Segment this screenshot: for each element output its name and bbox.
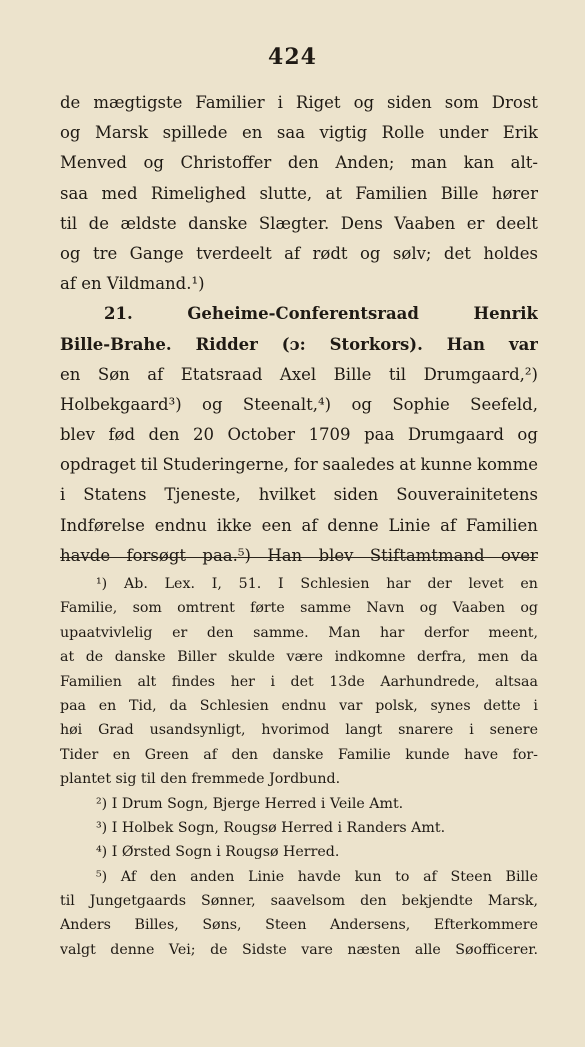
footnote-divider [60,557,538,558]
footnote-line: Familie, som omtrent førte samme Navn og Vaaben og [60,600,538,617]
body-line: havde forsøgt paa.⁵) Han blev Stiftamtmand over [60,545,538,565]
body-line: af en Vildmand.¹) [60,274,205,294]
body-line: saa med Rimelighed slutte, at Familien Bille hører [60,183,538,203]
body-line: i Statens Tjeneste, hvilket siden Souverainitetens [60,485,538,505]
footnote-line: ¹) Ab. Lex. I, 51. I Schlesien har der levet en [96,576,538,592]
body-line: og Marsk spillede en saa vigtig Rolle under Erik [60,123,538,143]
body-line: til de ældste danske Slægter. Dens Vaaben er deelt [60,213,538,233]
body-line: blev fød den 20 October 1709 paa Drumgaard og [60,425,538,445]
body-line: en Søn af Etatsraad Axel Bille til Drumgaard,²) [60,364,538,384]
footnote-line: Tider en Green af den danske Familie kunde have for- [60,746,538,763]
footnote-line: ²) I Drum Sogn, Bjerge Herred i Veile Amt. [96,795,404,812]
footnote-line: Familien alt findes her i det 13de Aarhundrede, altsaa [60,673,538,690]
body-line: opdraget til Studeringerne, for saaledes at kunne komme [60,455,538,475]
footnote-line: ⁴) I Ørsted Sogn i Rougsø Herred. [96,844,340,861]
footnote-line: til Jungetgaards Sønner, saavelsom den bekjendte Marsk, [60,893,538,910]
body-line: 21. Geheime-Conferentsraad Henrik [104,304,538,324]
body-line: Holbekgaard³) og Steenalt,⁴) og Sophie Seefeld, [60,394,538,414]
body-line: Indførelse endnu ikke een af denne Linie af Familien [60,515,538,535]
page-number: 424 [268,44,317,70]
footnote-line: plantet sig til den fremmede Jordbund. [60,771,341,788]
footnote-line: ⁵) Af den anden Linie havde kun to af Steen Bille [96,868,538,885]
body-line: og tre Gange tverdeelt af rødt og sølv; det holdes [60,243,538,263]
footnote-line: ³) I Holbek Sogn, Rougsø Herred i Randers Amt. [96,819,446,836]
footnote-line: høi Grad usandsynligt, hvorimod langt snarere i senere [60,722,538,739]
body-line: de mægtigste Familier i Riget og siden som Drost [60,93,538,112]
footnotes [60,572,538,962]
footnote-line: paa en Tid, da Schlesien endnu var polsk, synes dette i [60,697,538,714]
footnote-line: at de danske Biller skulde være indkomne derfra, men da [60,649,538,666]
main-text [60,88,538,571]
body-line: Menved og Christoffer den Anden; man kan alt- [60,153,538,173]
body-line: Bille-Brahe. Ridder (ɔ: Storkors). Han var [60,334,538,354]
footnote-line: upaatvivlelig er den samme. Man har derfor meent, [60,624,538,641]
footnote-line: valgt denne Vei; de Sidste vare næsten alle Søofficerer. [60,941,538,958]
footnote-line: Anders Billes, Søns, Steen Andersens, Efterkommere [60,917,538,934]
